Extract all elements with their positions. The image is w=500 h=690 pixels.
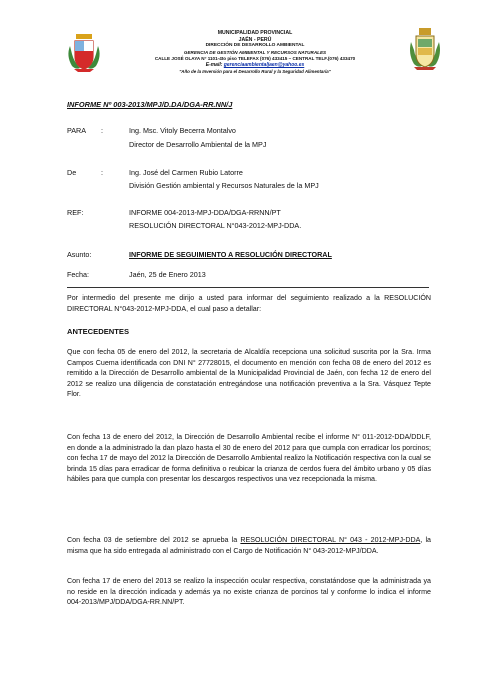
email-label: E-mail:: [205, 62, 223, 68]
asunto-label: Asunto:: [67, 250, 92, 259]
header-address: CALLE JOSÉ OLAYA N° 1101-4to piso TELEFAX (076) 433415 – CENTRAL TELF.(076) 433470: [154, 55, 356, 61]
email-link[interactable]: gerenciaambientaljaen@yahoo.es: [223, 62, 305, 68]
intro-text-a: Por intermedio del presente me dirijo a usted para informar del seguimiento realizado a la: [67, 294, 380, 302]
header-motto: "Año de la Inversión para el Desarrollo Rural y la Seguridad Alimentaria": [179, 69, 331, 74]
de-name: Ing. José del Carmen Rubio Latorre: [129, 168, 243, 177]
ref-label: REF:: [67, 208, 84, 217]
fecha-value: Jaén, 25 de Enero 2013: [129, 270, 206, 279]
para-name: Ing. Msc. Vitoly Becerra Montalvo: [129, 126, 236, 135]
header-email-line: [110, 62, 400, 69]
document-title: INFORME Nº 003-2013/MPJ/D.DA/DGA-RR.NN/J: [67, 100, 233, 109]
antecedentes-paragraph-4: Con fecha 17 de enero del 2013 se realizo la inspección ocular respectiva, constatándose que la administrada ya no reside en la dirección indicada y además ya no existe crianza de porcinos tal y conforme lo indica el informe 004-2013/MPJ/DDA/DGA-RR.NN/PT.: [67, 577, 431, 606]
letterhead: [110, 30, 400, 75]
para-separator: :: [101, 126, 103, 135]
de-separator: :: [101, 168, 103, 177]
ref-line2: RESOLUCIÓN DIRECTORAL N°043-2012-MPJ-DDA.: [129, 221, 302, 230]
jaen-city-seal-icon: [408, 26, 442, 70]
antecedentes-paragraph-2: Con fecha 13 de enero del 2012, la Dirección de Desarrollo Ambiental recibe el informe N° 011-2012-DDA/DDLF, en donde a la administrado la dan plazo hasta el 30 de enero del 2012 para que cumpla con erradicar los porcinos; con fecha 17 de mayo del 2012 la Dirección de Desarrollo Ambiental realizo la Notificación respectiva con la cual se brinda 15 días para erradicar de forma definitiva o reubicar la crianza de cerdos fuera del ámbito urbano y 05 días hábiles para que cumpla con presentar los descargos respectivos una vez recepcionada la misma.: [67, 433, 431, 483]
p3-text-pre: Con fecha 03 de setiembre del 2012 se aprueba la: [67, 536, 241, 544]
section-heading-antecedentes: ANTECEDENTES: [67, 327, 130, 336]
para-label: PARA: [67, 126, 87, 135]
p3-resolution-link: RESOLUCIÓN DIRECTORAL N° 043 - 2012-MPJ-DDA: [240, 536, 421, 544]
header-municipality: MUNICIPALIDAD PROVINCIAL: [217, 30, 293, 36]
para-role: Director de Desarrollo Ambiental de la MPJ: [129, 140, 267, 149]
intro-paragraph: [67, 293, 431, 314]
ref-line1: INFORME 004-2013-MPJ-DDA/DGA-RRNN/PT: [129, 208, 281, 217]
asunto-value: INFORME DE SEGUIMIENTO A RESOLUCIÓN DIRECTORAL: [129, 250, 332, 259]
intro-resolution: RESOLUCIÓN DIRECTORAL N°043-2012-MPJ-DDA: [67, 294, 431, 313]
de-label: De: [67, 168, 77, 177]
de-role: División Gestión ambiental y Recursos Naturales de la MPJ: [129, 181, 319, 190]
p3-text-post: , la misma que ha sido entregada al administrado con el Cargo de Notificación N° 043-2012-MPJ/DDA.: [67, 536, 431, 555]
peru-coat-of-arms-icon: [66, 32, 102, 72]
intro-text-b: , el cual paso a detallar:: [186, 304, 262, 313]
antecedentes-paragraph-3: [67, 535, 431, 556]
header-divider: [67, 287, 429, 288]
header-direction: DIRECCIÓN DE DESARROLLO AMBIENTAL: [205, 43, 305, 49]
header-city: JAÉN - PERÚ: [238, 36, 272, 43]
antecedentes-paragraph-1: Que con fecha 05 de enero del 2012, la secretaria de Alcaldía recepciona una solicitud suscrita por la Sra. Irma Campos Cuema identificada con DNI N° 27728015, el documento en mención con fecha 08 de enero del 2012 es remitido a la Dirección de Desarrollo ambiental de la Municipalidad Provincial de Jaén, con fecha 12 de enero del 2012 se realizo una diligencia de constatación entregándose una notificación preventiva a la Sra. Vásquez Tepte Flor.: [67, 348, 431, 398]
header-management: GERENCIA DE GESTIÓN AMBIENTAL Y RECURSOS NATURALES: [183, 49, 327, 55]
fecha-label: Fecha:: [67, 270, 89, 279]
